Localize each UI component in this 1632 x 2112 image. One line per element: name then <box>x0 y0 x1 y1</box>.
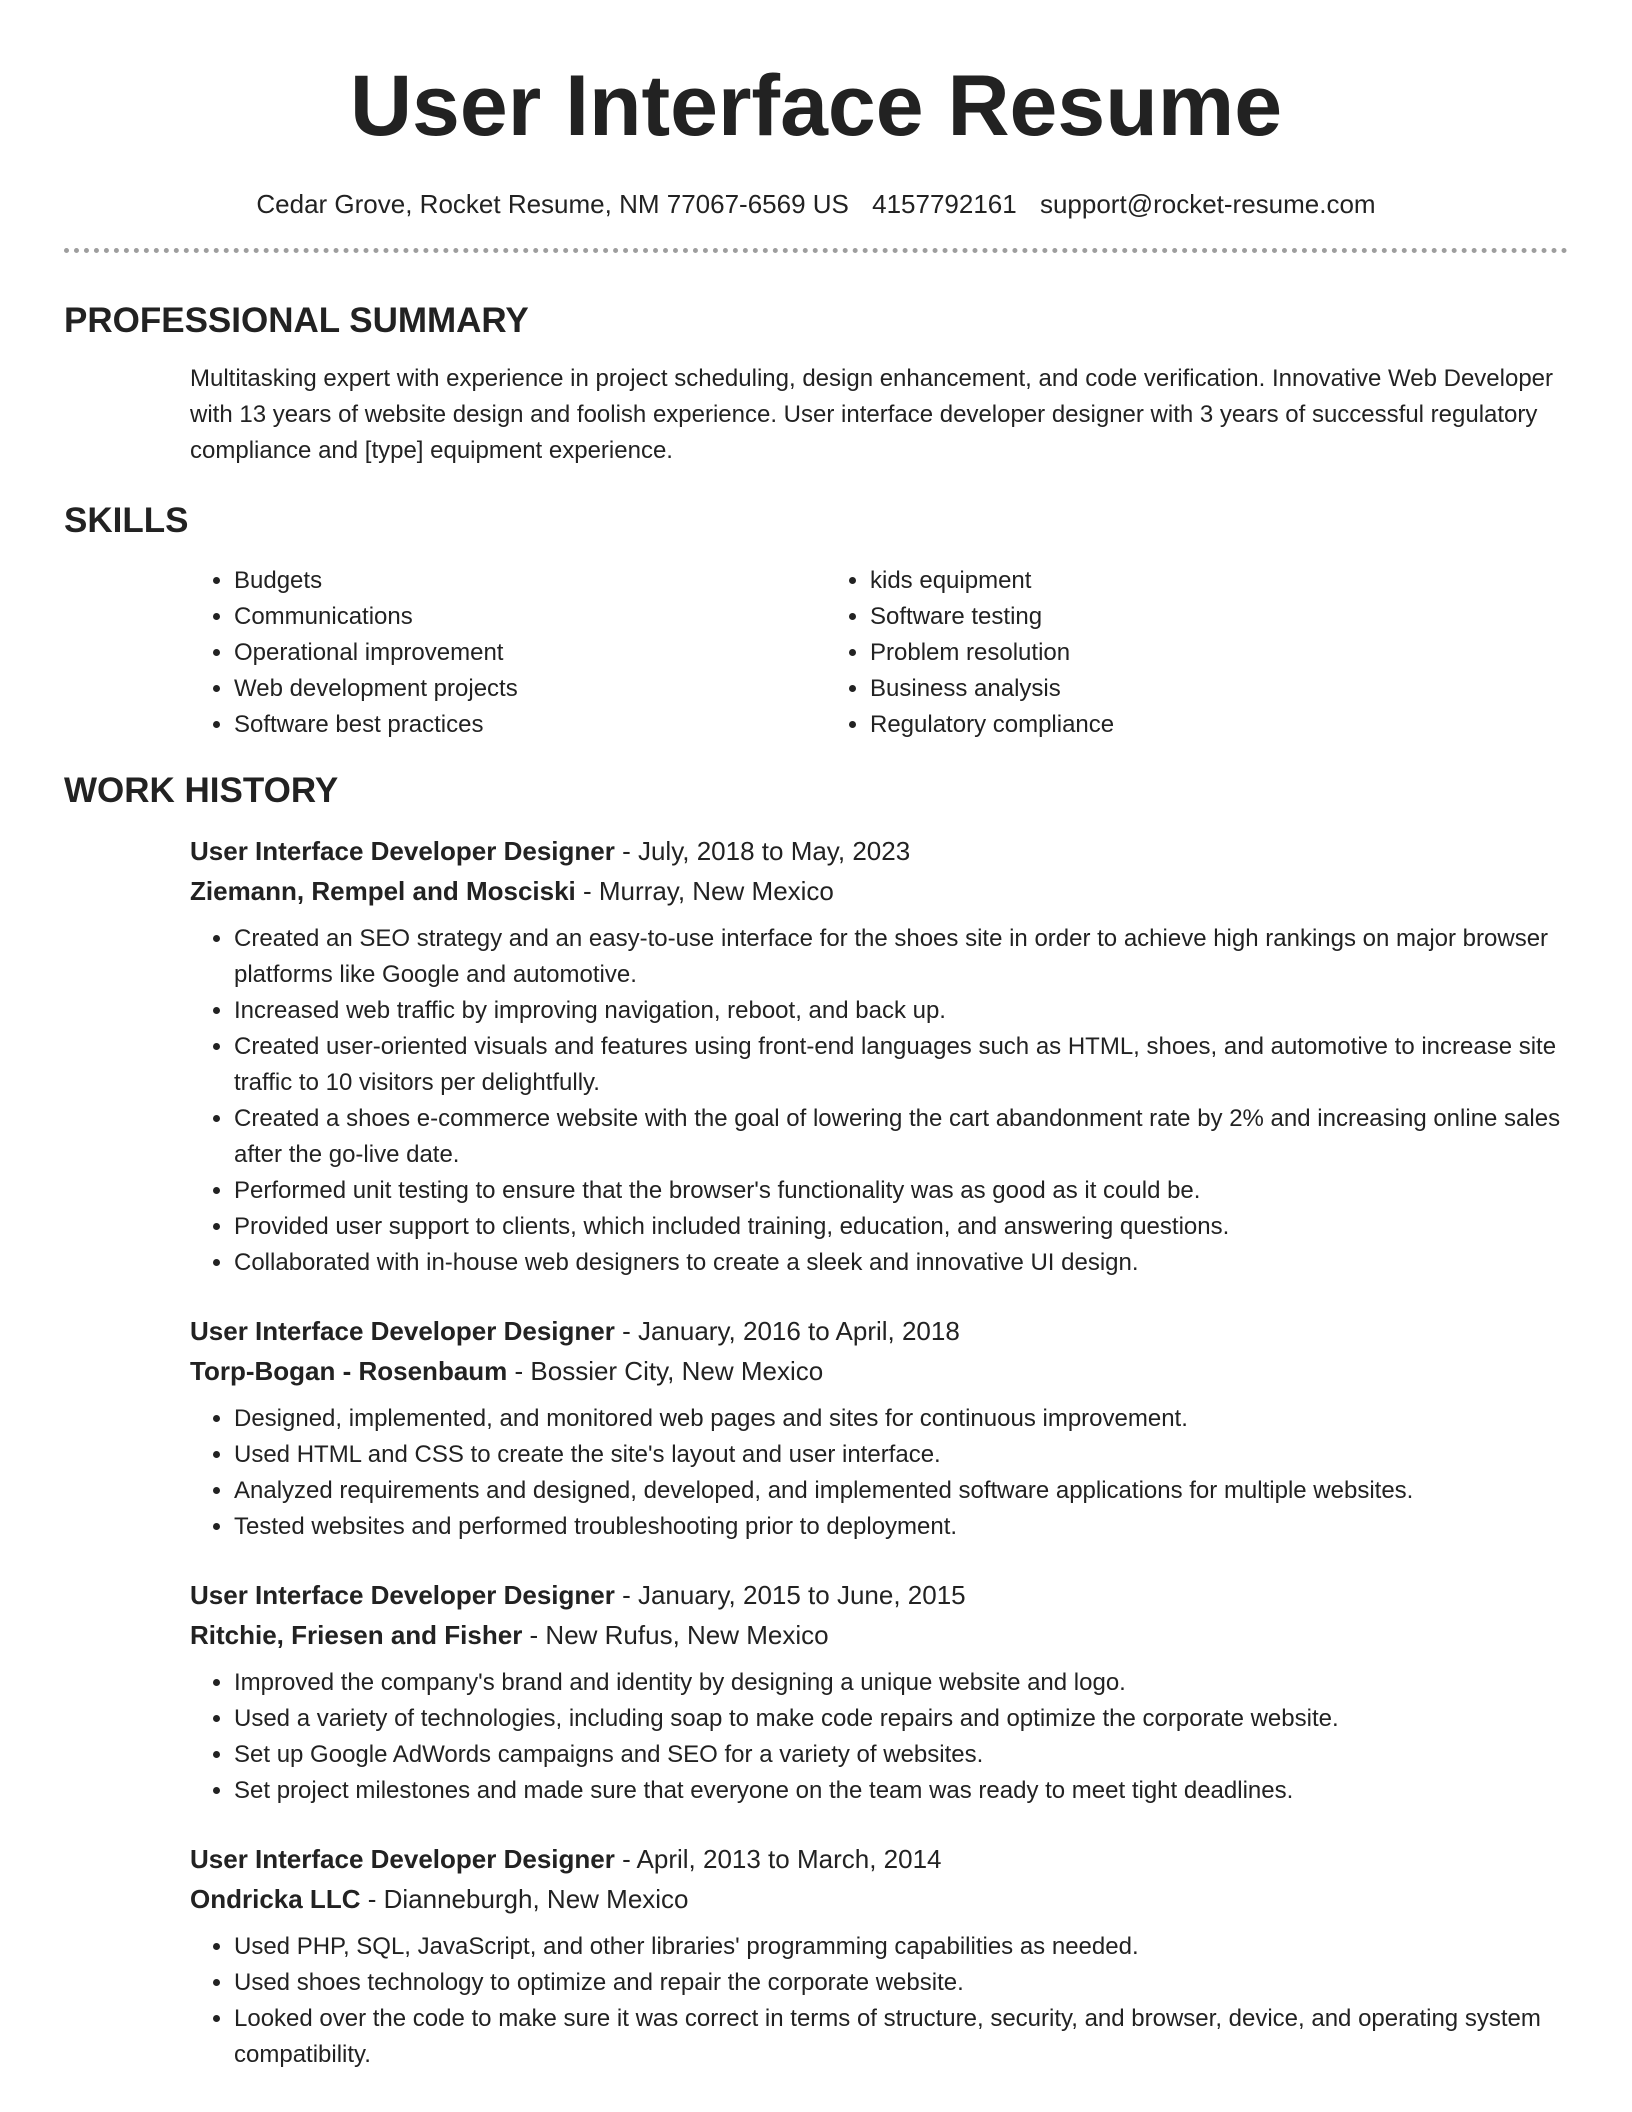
job-bullets <box>190 1401 1568 1545</box>
job-bullet: • Performed unit testing to ensure that the browser's functionality was as good as it could be. <box>234 1173 1568 1209</box>
job-title-line <box>190 1839 1568 1879</box>
work-history-heading: WORK HISTORY <box>64 771 339 810</box>
job-title-line <box>190 1575 1568 1615</box>
skills-heading: SKILLS <box>64 501 189 540</box>
job-bullet: • Analyzed requirements and designed, developed, and implemented software applications for multiple websites. <box>234 1473 1568 1509</box>
job-bullet: • Used a variety of technologies, including soap to make code repairs and optimize the corporate website. <box>234 1701 1568 1737</box>
job-role: User Interface Developer Designer <box>190 1844 615 1874</box>
job-title-line <box>190 831 1568 871</box>
job-bullet: • Provided user support to clients, which included training, education, and answering questions. <box>234 1209 1568 1245</box>
job-bullet: • Looked over the code to make sure it was correct in terms of structure, security, and browser, device, and operating system compatibility. <box>234 2001 1568 2073</box>
job-location: - New Rufus, New Mexico <box>522 1620 829 1650</box>
contact-address: Cedar Grove, Rocket Resume, NM 77067-6569 US <box>256 189 849 219</box>
job-role: User Interface Developer Designer <box>190 1316 615 1346</box>
job-bullets <box>190 921 1568 1281</box>
header-divider <box>64 248 1568 253</box>
skill-item: • Software best practices <box>234 707 826 743</box>
skill-item: • kids equipment <box>870 563 1462 599</box>
job-bullet: • Created user-oriented visuals and features using front-end languages such as HTML, shoes, and automotive to increase site traffic to 10 visitors per delightfully. <box>234 1029 1568 1101</box>
job-entry <box>190 1311 1568 1545</box>
skills-list <box>190 563 1568 743</box>
contact-line <box>64 186 1568 222</box>
skill-item: • Budgets <box>234 563 826 599</box>
skill-item: • Problem resolution <box>870 635 1462 671</box>
skill-item: • Operational improvement <box>234 635 826 671</box>
skill-item: • Software testing <box>870 599 1462 635</box>
job-company-line <box>190 1879 1568 1919</box>
summary-text: Multitasking expert with experience in project scheduling, design enhancement, and code verification. Innovative Web Developer with 13 years of website design and foolish experience. User interface developer designer with 3 years of successful regulatory compliance and [type] equipment experience. <box>190 365 1554 464</box>
skills-column-left <box>190 563 826 743</box>
job-bullet: • Used PHP, SQL, JavaScript, and other libraries' programming capabilities as needed. <box>234 1929 1568 1965</box>
job-role: User Interface Developer Designer <box>190 1580 615 1610</box>
summary-heading: PROFESSIONAL SUMMARY <box>64 301 529 340</box>
job-dates: - April, 2013 to March, 2014 <box>614 1844 942 1874</box>
job-location: - Dianneburgh, New Mexico <box>360 1884 689 1914</box>
job-title-line <box>190 1311 1568 1351</box>
job-dates: - July, 2018 to May, 2023 <box>614 836 911 866</box>
job-bullet: • Used shoes technology to optimize and repair the corporate website. <box>234 1965 1568 2001</box>
job-company: Ritchie, Friesen and Fisher <box>190 1620 523 1650</box>
job-location: - Murray, New Mexico <box>575 876 834 906</box>
job-dates: - January, 2015 to June, 2015 <box>614 1580 966 1610</box>
job-bullet: • Increased web traffic by improving navigation, reboot, and back up. <box>234 993 1568 1029</box>
job-bullets <box>190 1665 1568 1809</box>
job-company-line <box>190 871 1568 911</box>
resume-title: User Interface Resume <box>349 58 1283 154</box>
job-bullet: • Created an SEO strategy and an easy-to-use interface for the shoes site in order to achieve high rankings on major browser platforms like Google and automotive. <box>234 921 1568 993</box>
contact-email: support@rocket-resume.com <box>1039 189 1376 219</box>
job-location: - Bossier City, New Mexico <box>507 1356 824 1386</box>
skill-item: • Business analysis <box>870 671 1462 707</box>
job-bullet: • Set up Google AdWords campaigns and SEO for a variety of websites. <box>234 1737 1568 1773</box>
job-company-line <box>190 1615 1568 1655</box>
job-company: Ziemann, Rempel and Mosciski <box>190 876 576 906</box>
job-bullet: • Collaborated with in-house web designers to create a sleek and innovative UI design. <box>234 1245 1568 1281</box>
skill-item: • Communications <box>234 599 826 635</box>
job-company: Ondricka LLC <box>190 1884 361 1914</box>
skill-item: • Web development projects <box>234 671 826 707</box>
job-dates: - January, 2016 to April, 2018 <box>614 1316 960 1346</box>
skill-item: • Regulatory compliance <box>870 707 1462 743</box>
job-bullet: • Tested websites and performed troubleshooting prior to deployment. <box>234 1509 1568 1545</box>
contact-phone: 4157792161 <box>872 189 1017 219</box>
job-company-line <box>190 1351 1568 1391</box>
skills-column-right <box>826 563 1462 743</box>
job-bullets <box>190 1929 1568 2073</box>
job-entry <box>190 1575 1568 1809</box>
job-company: Torp-Bogan - Rosenbaum <box>190 1356 508 1386</box>
job-bullet: • Created a shoes e-commerce website with the goal of lowering the cart abandonment rate by 2% and increasing online sales after the go-live date. <box>234 1101 1568 1173</box>
job-entry <box>190 1839 1568 2073</box>
job-bullet: • Designed, implemented, and monitored web pages and sites for continuous improvement. <box>234 1401 1568 1437</box>
job-bullet: • Used HTML and CSS to create the site's layout and user interface. <box>234 1437 1568 1473</box>
job-role: User Interface Developer Designer <box>190 836 615 866</box>
job-bullet: • Improved the company's brand and identity by designing a unique website and logo. <box>234 1665 1568 1701</box>
job-entry <box>190 831 1568 1281</box>
job-bullet: • Set project milestones and made sure that everyone on the team was ready to meet tight deadlines. <box>234 1773 1568 1809</box>
